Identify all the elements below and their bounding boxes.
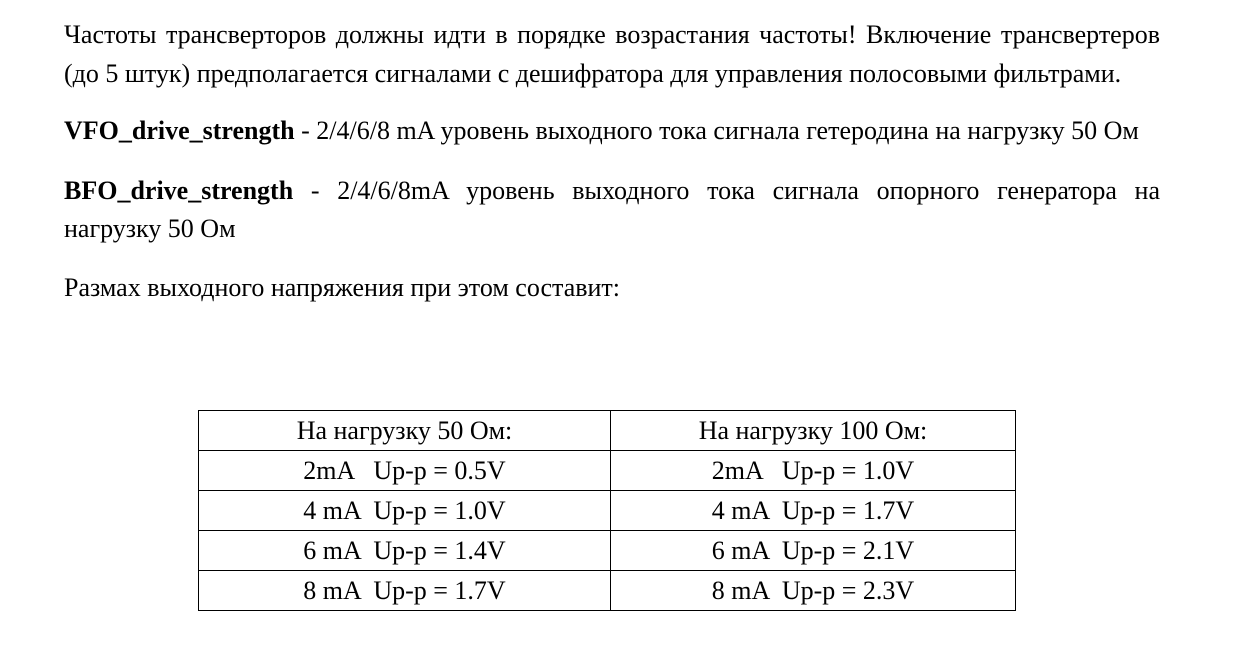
table-cell: 8 mA Up-p = 1.7V <box>199 571 611 611</box>
bfo-drive-strength-keyword: BFO_drive_strength <box>64 175 294 205</box>
table-row <box>199 571 1016 611</box>
table-cell: 8 mA Up-p = 2.3V <box>611 571 1016 611</box>
table-row <box>199 451 1016 491</box>
paragraph-bfo-drive-strength <box>64 172 1160 249</box>
table-row <box>199 491 1016 531</box>
table-header-cell: На нагрузку 50 Ом: <box>199 411 611 451</box>
paragraph-voltage-swing-intro: Размах выходного напряжения при этом составит: <box>64 272 621 302</box>
table-header-row <box>199 411 1016 451</box>
vfo-drive-strength-description: - 2/4/6/8 mA уровень выходного тока сигнала гетеродина на нагрузку 50 Ом <box>294 116 1139 145</box>
table-row <box>199 531 1016 571</box>
table-cell: 4 mA Up-p = 1.7V <box>611 491 1016 531</box>
table-cell: 6 mA Up-p = 1.4V <box>199 531 611 571</box>
table-cell: 6 mA Up-p = 2.1V <box>611 531 1016 571</box>
vfo-drive-strength-keyword: VFO_drive_strength <box>64 116 295 145</box>
paragraph-transverter-order: Частоты трансверторов должны идти в порядке возрастания частоты! Включение трансвертеров (до 5 штук) предполагается сигналами с дешифратора для управления полосовыми фильтрами. <box>64 20 1160 88</box>
bfo-drive-strength-description: - 2/4/6/8mA уровень выходного тока сигнала опорного генератора на нагрузку 50 Ом <box>64 175 1160 243</box>
table-cell: 2mA Up-p = 0.5V <box>199 451 611 491</box>
paragraph-vfo-drive-strength <box>64 112 1160 151</box>
table-header-cell: На нагрузку 100 Ом: <box>611 411 1016 451</box>
table-cell: 2mA Up-p = 1.0V <box>611 451 1016 491</box>
table-cell: 4 mA Up-p = 1.0V <box>199 491 611 531</box>
voltage-swing-table <box>198 410 1016 611</box>
document-body <box>64 16 1160 307</box>
